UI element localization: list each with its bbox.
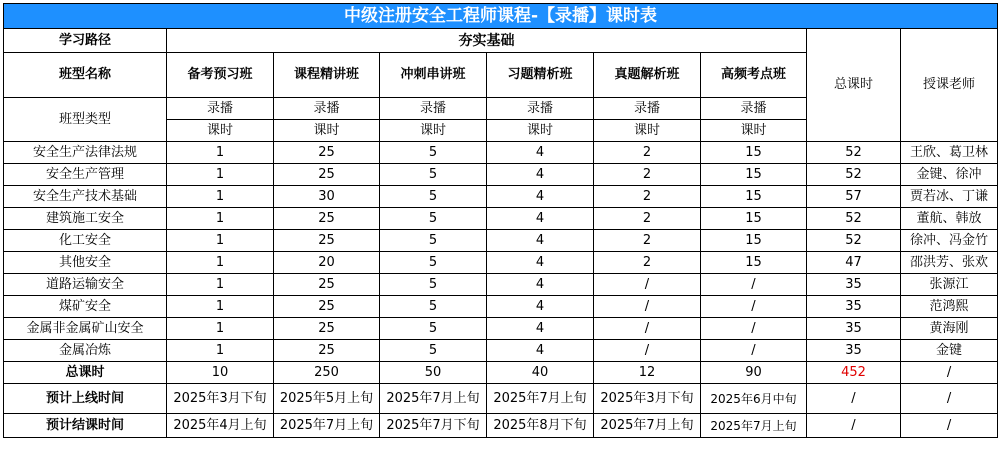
row-total-cell: 35 bbox=[807, 318, 901, 340]
row-total-cell: 52 bbox=[807, 164, 901, 186]
teacher-cell: 邵洪芳、张欢 bbox=[901, 252, 998, 274]
totals-cell: 250 bbox=[274, 362, 380, 384]
hours-cell: / bbox=[594, 274, 701, 296]
unit-cell: 课时 bbox=[594, 120, 701, 142]
hours-cell: / bbox=[594, 296, 701, 318]
type-cell: 录播 bbox=[274, 98, 380, 120]
hours-cell: 5 bbox=[380, 252, 487, 274]
launch-cell: 2025年7月上旬 bbox=[487, 384, 594, 414]
row-total-cell: 52 bbox=[807, 230, 901, 252]
grand-total: 452 bbox=[807, 362, 901, 384]
class-header-2: 课程精讲班 bbox=[274, 53, 380, 98]
finish-label: 预计结课时间 bbox=[4, 414, 167, 438]
type-cell: 录播 bbox=[701, 98, 807, 120]
hours-cell: 5 bbox=[380, 296, 487, 318]
hours-cell: 30 bbox=[274, 186, 380, 208]
hours-cell: 25 bbox=[274, 340, 380, 362]
teacher-cell: 张源江 bbox=[901, 274, 998, 296]
launch-teacher: / bbox=[901, 384, 998, 414]
hours-cell: 4 bbox=[487, 340, 594, 362]
hours-cell: 1 bbox=[167, 318, 274, 340]
teacher-cell: 王欣、葛卫林 bbox=[901, 142, 998, 164]
subject-cell: 道路运输安全 bbox=[4, 274, 167, 296]
row-total-cell: 52 bbox=[807, 142, 901, 164]
type-cell: 录播 bbox=[380, 98, 487, 120]
finish-cell: 2025年7月上旬 bbox=[274, 414, 380, 438]
hours-cell: 15 bbox=[701, 142, 807, 164]
launch-cell: 2025年7月上旬 bbox=[380, 384, 487, 414]
totals-cell: 10 bbox=[167, 362, 274, 384]
table-row bbox=[4, 252, 998, 274]
launch-cell: 2025年3月下旬 bbox=[594, 384, 701, 414]
subject-cell: 煤矿安全 bbox=[4, 296, 167, 318]
hours-cell: 1 bbox=[167, 208, 274, 230]
hours-cell: 5 bbox=[380, 186, 487, 208]
hours-cell: 25 bbox=[274, 164, 380, 186]
hours-cell: / bbox=[594, 318, 701, 340]
hours-cell: 25 bbox=[274, 274, 380, 296]
hours-cell: 4 bbox=[487, 142, 594, 164]
row-total-cell: 35 bbox=[807, 274, 901, 296]
subject-cell: 化工安全 bbox=[4, 230, 167, 252]
totals-label: 总课时 bbox=[4, 362, 167, 384]
teacher-cell: 贾若冰、丁谦 bbox=[901, 186, 998, 208]
hours-cell: 2 bbox=[594, 186, 701, 208]
finish-total: / bbox=[807, 414, 901, 438]
subject-cell: 金属非金属矿山安全 bbox=[4, 318, 167, 340]
type-cell: 录播 bbox=[594, 98, 701, 120]
hours-cell: 4 bbox=[487, 186, 594, 208]
launch-total: / bbox=[807, 384, 901, 414]
finish-cell: 2025年7月上旬 bbox=[701, 414, 807, 438]
table-row bbox=[4, 186, 998, 208]
subject-cell: 建筑施工安全 bbox=[4, 208, 167, 230]
hours-cell: 25 bbox=[274, 296, 380, 318]
launch-label: 预计上线时间 bbox=[4, 384, 167, 414]
row-total-cell: 35 bbox=[807, 340, 901, 362]
hours-cell: 2 bbox=[594, 142, 701, 164]
finish-cell: 2025年8月下旬 bbox=[487, 414, 594, 438]
hours-cell: 4 bbox=[487, 318, 594, 340]
row-total-cell: 52 bbox=[807, 208, 901, 230]
unit-cell: 课时 bbox=[487, 120, 594, 142]
hours-cell: 25 bbox=[274, 142, 380, 164]
unit-cell: 课时 bbox=[167, 120, 274, 142]
table-row bbox=[4, 318, 998, 340]
table-title: 中级注册安全工程师课程-【录播】课时表 bbox=[4, 4, 998, 29]
row-total-cell: 57 bbox=[807, 186, 901, 208]
hours-cell: / bbox=[701, 318, 807, 340]
subject-cell: 安全生产法律法规 bbox=[4, 142, 167, 164]
class-name-label: 班型名称 bbox=[4, 53, 167, 98]
finish-cell: 2025年7月上旬 bbox=[594, 414, 701, 438]
launch-cell: 2025年5月上旬 bbox=[274, 384, 380, 414]
hours-cell: / bbox=[701, 296, 807, 318]
class-header-4: 习题精析班 bbox=[487, 53, 594, 98]
hours-cell: 4 bbox=[487, 274, 594, 296]
teacher-cell: 金键 bbox=[901, 340, 998, 362]
finish-teacher: / bbox=[901, 414, 998, 438]
hours-cell: 25 bbox=[274, 230, 380, 252]
hours-cell: 15 bbox=[701, 230, 807, 252]
totals-cell: 90 bbox=[701, 362, 807, 384]
subject-cell: 其他安全 bbox=[4, 252, 167, 274]
class-header-5: 真题解析班 bbox=[594, 53, 701, 98]
hours-cell: 1 bbox=[167, 340, 274, 362]
hours-cell: 1 bbox=[167, 274, 274, 296]
class-type-label: 班型类型 bbox=[4, 98, 167, 142]
teacher-cell: 徐冲、冯金竹 bbox=[901, 230, 998, 252]
hours-cell: 5 bbox=[380, 164, 487, 186]
hours-cell: 1 bbox=[167, 252, 274, 274]
type-cell: 录播 bbox=[167, 98, 274, 120]
hours-cell: 25 bbox=[274, 208, 380, 230]
row-total-cell: 35 bbox=[807, 296, 901, 318]
hours-cell: 4 bbox=[487, 296, 594, 318]
hours-cell: 15 bbox=[701, 208, 807, 230]
path-label: 学习路径 bbox=[4, 29, 167, 53]
row-total-cell: 47 bbox=[807, 252, 901, 274]
hours-cell: 2 bbox=[594, 230, 701, 252]
finish-cell: 2025年4月上旬 bbox=[167, 414, 274, 438]
hours-cell: 4 bbox=[487, 230, 594, 252]
hours-cell: 2 bbox=[594, 252, 701, 274]
hours-cell: / bbox=[701, 340, 807, 362]
hours-cell: 1 bbox=[167, 164, 274, 186]
hours-cell: 5 bbox=[380, 208, 487, 230]
class-header-3: 冲刺串讲班 bbox=[380, 53, 487, 98]
hours-cell: 5 bbox=[380, 318, 487, 340]
hours-cell: 15 bbox=[701, 252, 807, 274]
table-row bbox=[4, 208, 998, 230]
launch-cell: 2025年6月中旬 bbox=[701, 384, 807, 414]
totals-cell: 12 bbox=[594, 362, 701, 384]
table-row bbox=[4, 230, 998, 252]
launch-cell: 2025年3月下旬 bbox=[167, 384, 274, 414]
totals-teacher: / bbox=[901, 362, 998, 384]
teacher-cell: 范鸿熙 bbox=[901, 296, 998, 318]
hours-cell: 1 bbox=[167, 186, 274, 208]
subject-rows bbox=[4, 142, 998, 362]
unit-cell: 课时 bbox=[701, 120, 807, 142]
teacher-cell: 金键、徐冲 bbox=[901, 164, 998, 186]
table-row bbox=[4, 274, 998, 296]
path-value: 夯实基础 bbox=[167, 29, 807, 53]
hours-cell: 5 bbox=[380, 142, 487, 164]
hours-cell: 5 bbox=[380, 340, 487, 362]
hours-cell: 5 bbox=[380, 230, 487, 252]
hours-cell: 1 bbox=[167, 142, 274, 164]
table-row bbox=[4, 164, 998, 186]
type-cell: 录播 bbox=[487, 98, 594, 120]
table-row bbox=[4, 340, 998, 362]
unit-cell: 课时 bbox=[274, 120, 380, 142]
hours-cell: 25 bbox=[274, 318, 380, 340]
totals-cell: 40 bbox=[487, 362, 594, 384]
subject-cell: 安全生产管理 bbox=[4, 164, 167, 186]
table-row bbox=[4, 296, 998, 318]
totals-cell: 50 bbox=[380, 362, 487, 384]
subject-cell: 安全生产技术基础 bbox=[4, 186, 167, 208]
hours-cell: / bbox=[594, 340, 701, 362]
hours-cell: 5 bbox=[380, 274, 487, 296]
subject-cell: 金属冶炼 bbox=[4, 340, 167, 362]
hours-cell: 15 bbox=[701, 164, 807, 186]
hours-cell: 15 bbox=[701, 186, 807, 208]
class-header-6: 高频考点班 bbox=[701, 53, 807, 98]
hours-cell: 1 bbox=[167, 230, 274, 252]
hours-cell: 4 bbox=[487, 164, 594, 186]
finish-cell: 2025年7月下旬 bbox=[380, 414, 487, 438]
schedule-table bbox=[3, 3, 998, 438]
hours-cell: 4 bbox=[487, 252, 594, 274]
table-row bbox=[4, 142, 998, 164]
hours-cell: 20 bbox=[274, 252, 380, 274]
hours-cell: 1 bbox=[167, 296, 274, 318]
hours-cell: 2 bbox=[594, 164, 701, 186]
hours-cell: 2 bbox=[594, 208, 701, 230]
hours-cell: / bbox=[701, 274, 807, 296]
unit-cell: 课时 bbox=[380, 120, 487, 142]
total-hours-header: 总课时 bbox=[807, 29, 901, 142]
teacher-cell: 黄海刚 bbox=[901, 318, 998, 340]
teacher-header: 授课老师 bbox=[901, 29, 998, 142]
hours-cell: 4 bbox=[487, 208, 594, 230]
class-header-1: 备考预习班 bbox=[167, 53, 274, 98]
teacher-cell: 董航、韩放 bbox=[901, 208, 998, 230]
